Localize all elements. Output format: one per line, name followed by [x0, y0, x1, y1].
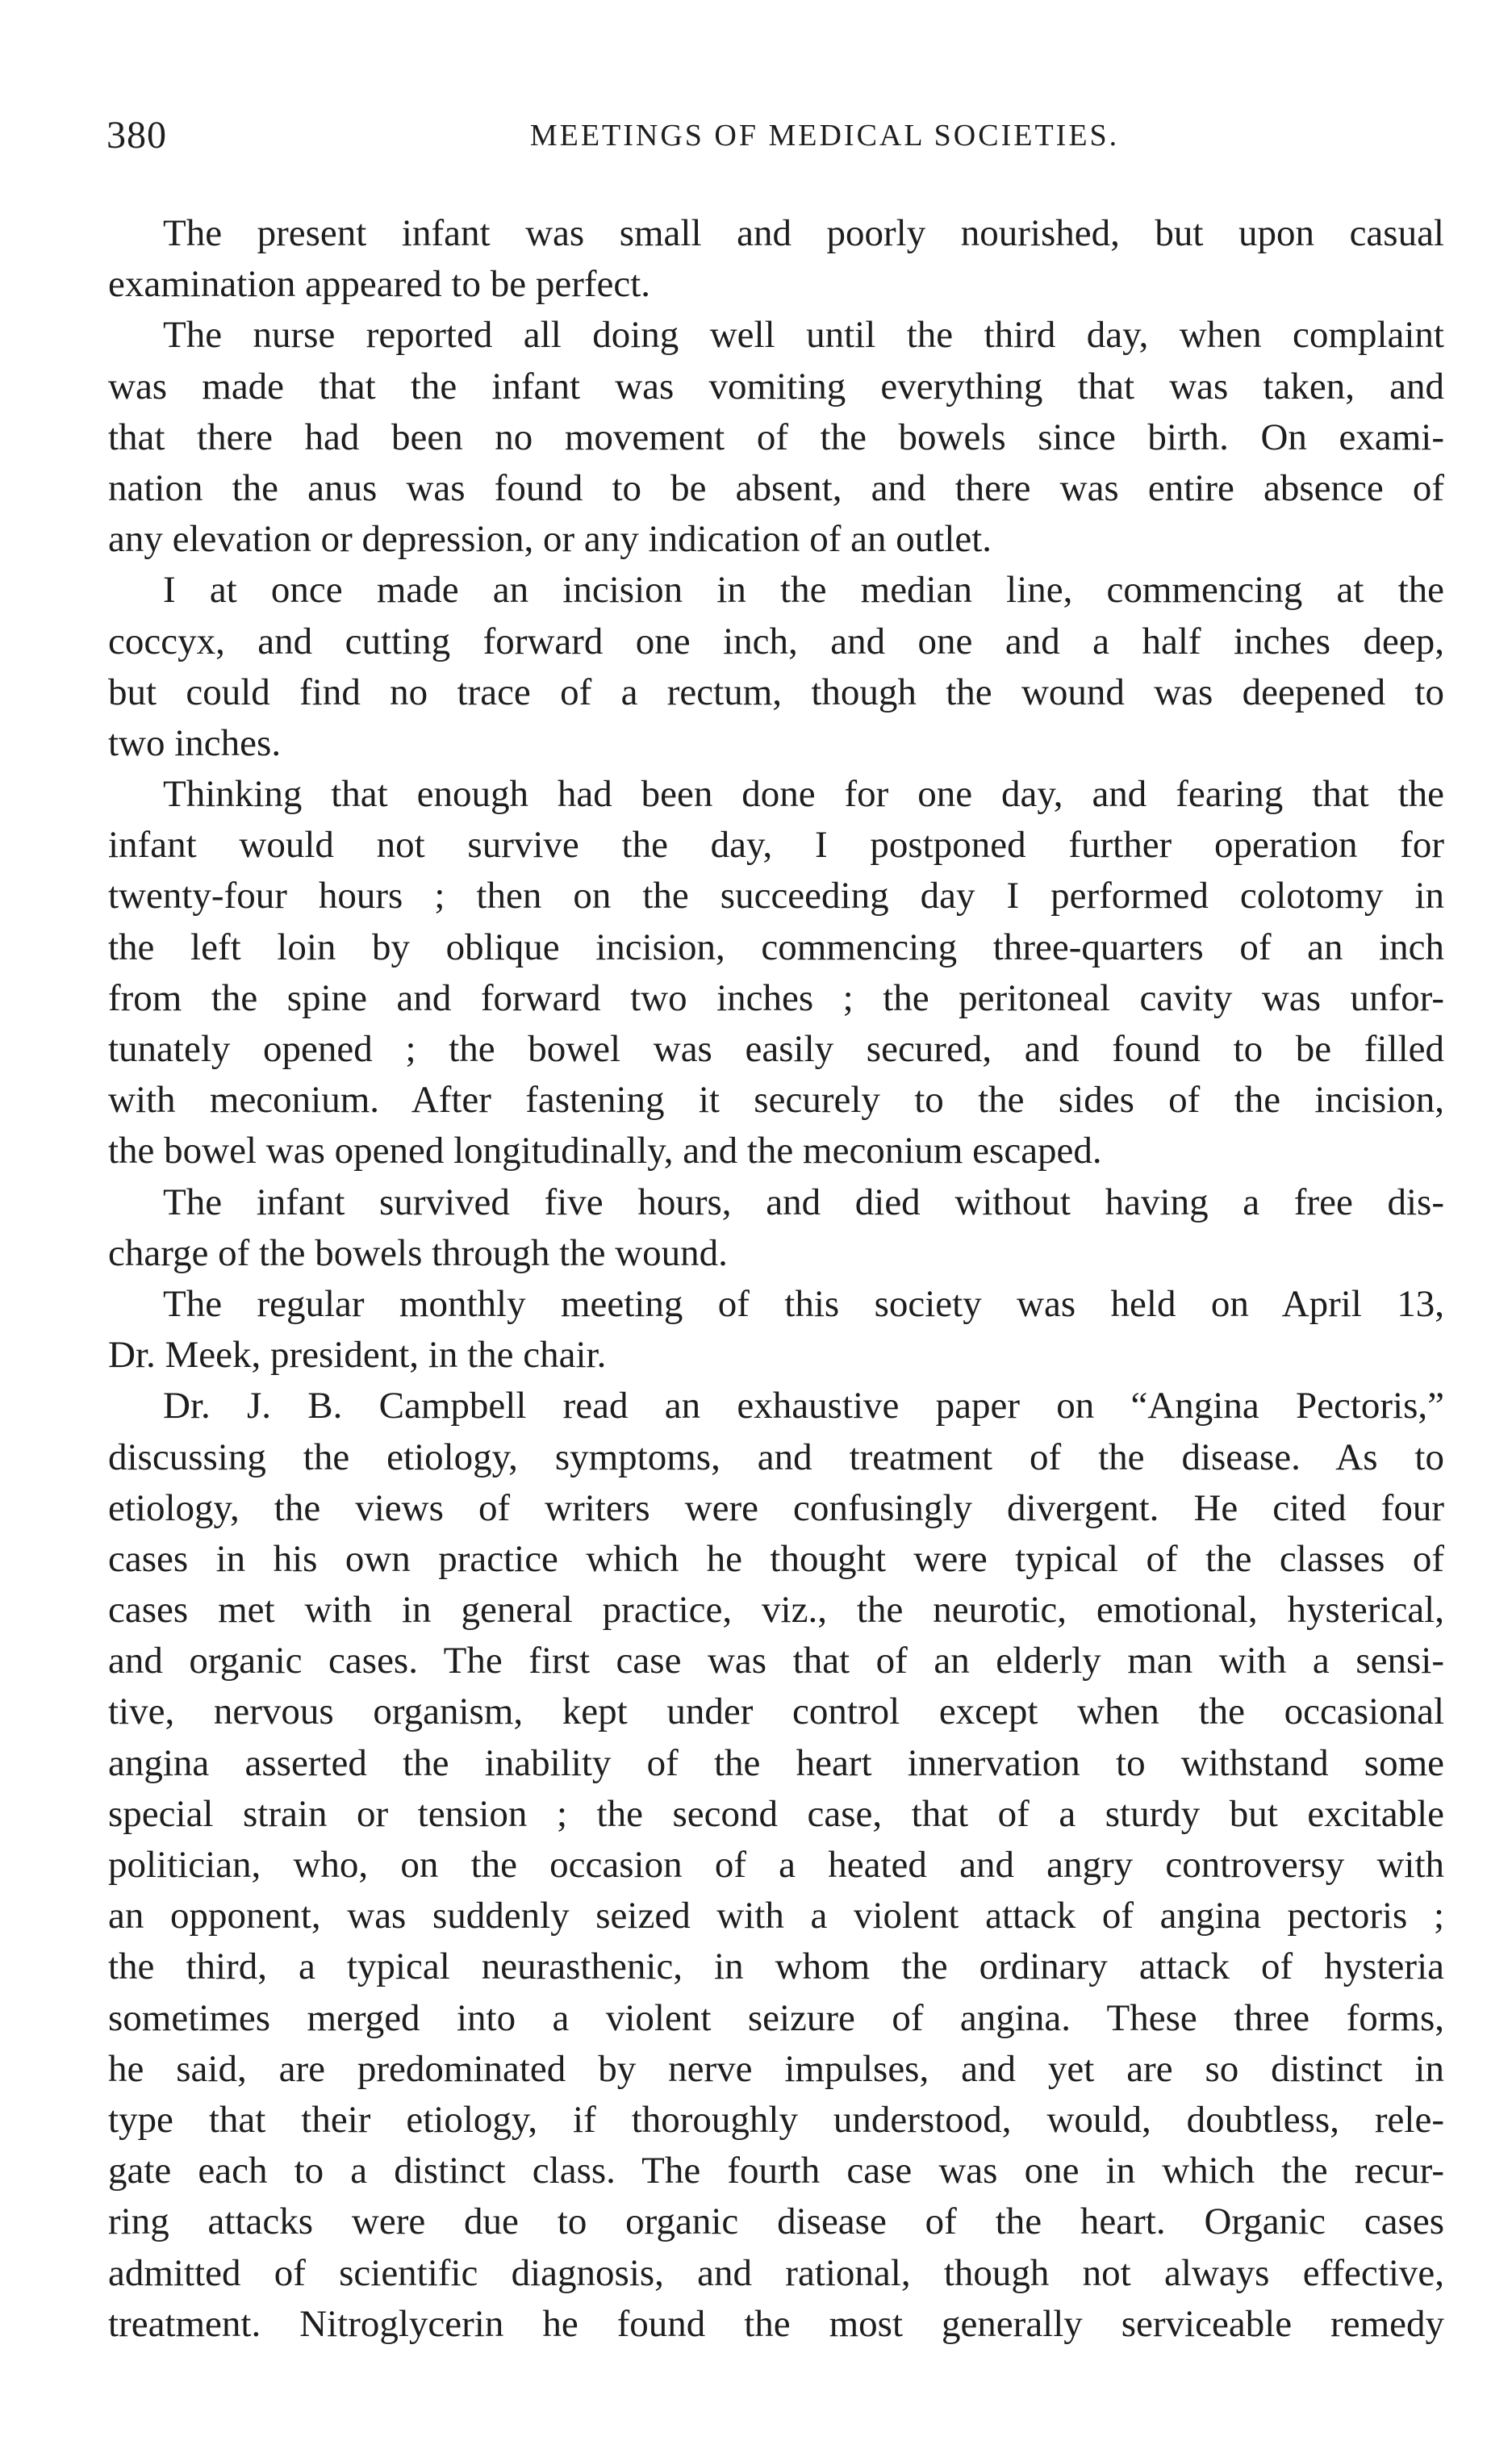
- text-line: he said, are predominated by nerve impulses, and yet are so distinct in: [108, 2047, 1444, 2090]
- text-line: Thinking that enough had been done for one day, and fearing that the: [163, 773, 1444, 816]
- text-line: The nurse reported all doing well until the third day, when complaint: [163, 314, 1444, 357]
- text-line: angina asserted the inability of the heart innervation to withstand some: [108, 1741, 1444, 1784]
- text-line: infant would not survive the day, I postponed further operation for: [108, 824, 1444, 867]
- text-line: Dr. Meek, president, in the chair.: [108, 1334, 607, 1377]
- text-line: sometimes merged into a violent seizure of angina. These three forms,: [108, 1996, 1444, 2039]
- page-number: 380: [107, 114, 167, 157]
- text-line: tunately opened ; the bowel was easily secured, and found to be filled: [108, 1028, 1444, 1070]
- text-line: the third, a typical neurasthenic, in whom the ordinary attack of hysteria: [108, 1946, 1444, 1988]
- text-line: tive, nervous organism, kept under control except when the occasional: [108, 1691, 1444, 1733]
- text-line: any elevation or depression, or any indication of an outlet.: [108, 518, 992, 561]
- text-line: from the spine and forward two inches ; the peritoneal cavity was unfor-: [108, 976, 1444, 1019]
- text-line: gate each to a distinct class. The fourth case was one in which the recur-: [108, 2150, 1444, 2192]
- text-line: two inches.: [108, 721, 282, 764]
- text-line: I at once made an incision in the median line, commencing at the: [163, 569, 1444, 612]
- text-line: treatment. Nitroglycerin he found the most generally serviceable remedy: [108, 2302, 1444, 2345]
- text-line: special strain or tension ; the second case, that of a sturdy but excitable: [108, 1792, 1444, 1835]
- text-line: charge of the bowels through the wound.: [108, 1231, 728, 1274]
- page-header: [107, 111, 1446, 160]
- running-head: MEETINGS OF MEDICAL SOCIETIES.: [529, 119, 1120, 153]
- text-line: an opponent, was suddenly seized with a violent attack of angina pectoris ;: [108, 1895, 1444, 1937]
- text-line: politician, who, on the occasion of a heated and angry controversy with: [108, 1844, 1444, 1886]
- text-line: that there had been no movement of the bowels since birth. On exami-: [108, 416, 1444, 458]
- text-line: The regular monthly meeting of this society was held on April 13,: [163, 1282, 1444, 1325]
- text-line: admitted of scientific diagnosis, and rational, though not always effective,: [108, 2251, 1444, 2294]
- text-line: examination appeared to be perfect.: [108, 263, 651, 306]
- text-line: cases met with in general practice, viz., the neurotic, emotional, hysterical,: [108, 1589, 1444, 1632]
- text-line: coccyx, and cutting forward one inch, and one and a half inches deep,: [108, 620, 1444, 662]
- text-line: discussing the etiology, symptoms, and treatment of the disease. As to: [108, 1436, 1444, 1478]
- text-line: the left loin by oblique incision, commencing three-quarters of an inch: [108, 926, 1444, 968]
- text-line: The present infant was small and poorly nourished, but upon casual: [163, 212, 1444, 254]
- text-line: etiology, the views of writers were confusingly divergent. He cited four: [108, 1486, 1444, 1529]
- text-line: ring attacks were due to organic disease of the heart. Organic cases: [108, 2200, 1444, 2243]
- text-line: and organic cases. The first case was that of an elderly man with a sensi-: [108, 1640, 1444, 1682]
- body-text: [108, 208, 1444, 2403]
- text-line: the bowel was opened longitudinally, and the meconium escaped.: [108, 1130, 1102, 1172]
- text-line: cases in his own practice which he thought were typical of the classes of: [108, 1537, 1444, 1580]
- text-line: type that their etiology, if thoroughly understood, would, doubtless, rele-: [108, 2098, 1444, 2141]
- text-line: The infant survived five hours, and died without having a free dis-: [163, 1181, 1444, 1223]
- text-line: twenty-four hours ; then on the succeeding day I performed colotomy in: [108, 875, 1444, 917]
- text-line: but could find no trace of a rectum, though the wound was deepened to: [108, 671, 1444, 713]
- text-line: Dr. J. B. Campbell read an exhaustive paper on “Angina Pectoris,”: [163, 1385, 1444, 1427]
- text-line: was made that the infant was vomiting everything that was taken, and: [108, 365, 1444, 408]
- text-line: with meconium. After fastening it securely to the sides of the incision,: [108, 1079, 1444, 1122]
- text-line: nation the anus was found to be absent, and there was entire absence of: [108, 466, 1444, 509]
